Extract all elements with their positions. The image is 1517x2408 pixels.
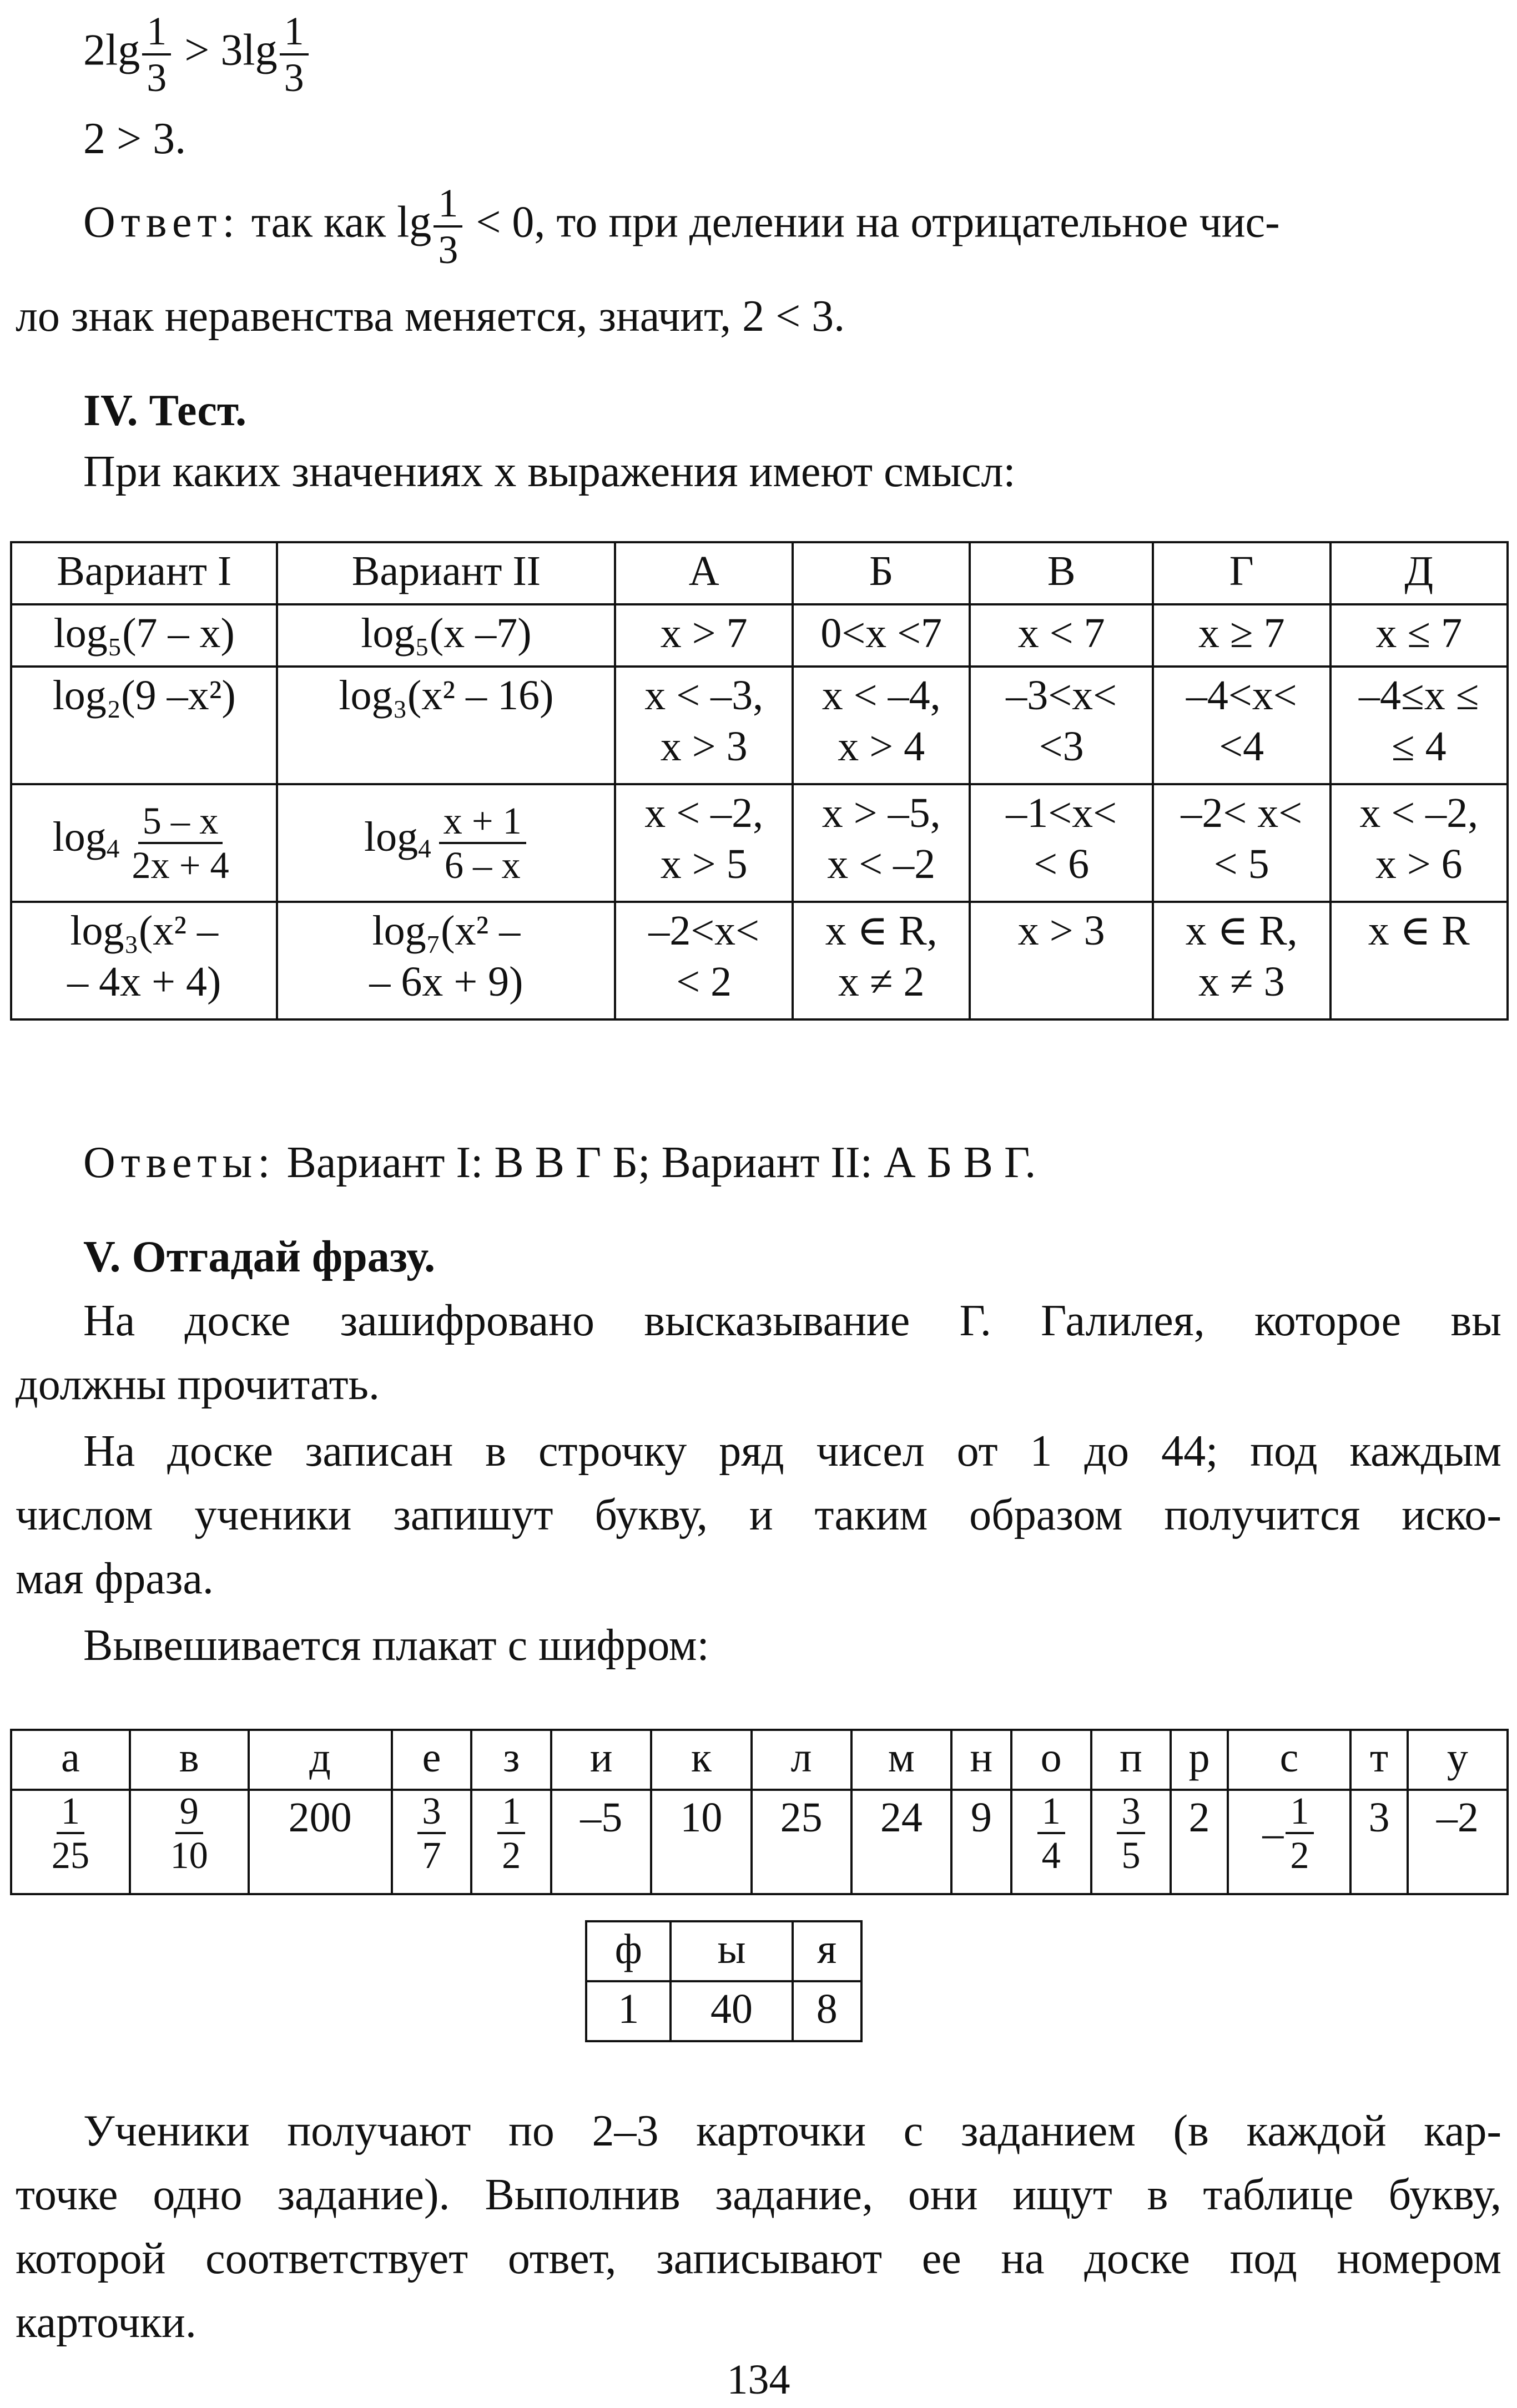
inequality-line-1	[83, 11, 311, 98]
header-cell: А	[615, 542, 793, 604]
paragraph-line: Ученики получают по 2–3 карточки с заданием (в каждой кар-	[83, 2107, 1501, 2155]
cipher-value: 3	[1350, 1790, 1407, 1894]
section-5-title: V. Отгадай фразу.	[83, 1233, 436, 1281]
ineq-right: 3lg	[220, 26, 278, 75]
fraction: $\frac{3}{5}$	[1117, 1792, 1145, 1875]
paragraph-line: которой соответствует ответ, записывают ее на доске под номером	[16, 2234, 1501, 2283]
option-cell: x ≥ 7	[1153, 604, 1330, 667]
cipher-value: 200	[249, 1790, 392, 1894]
table-row	[11, 784, 1508, 902]
variant-2-expression: log₅(x –7)	[277, 604, 615, 667]
cipher-letter: л	[752, 1730, 851, 1790]
table-row	[11, 902, 1508, 1019]
header-cell: Г	[1153, 542, 1330, 604]
cipher-letter: т	[1350, 1730, 1407, 1790]
cipher-value	[1091, 1790, 1171, 1894]
option-cell: –3<x< <3	[970, 667, 1153, 784]
fraction: $\frac{1}{4}$	[1037, 1792, 1065, 1875]
cipher-values-row	[11, 1790, 1508, 1894]
paragraph-line: должны прочитать.	[16, 1360, 380, 1409]
cipher-letter: а	[11, 1730, 130, 1790]
cipher-letter: н	[951, 1730, 1011, 1790]
cipher-letter: р	[1171, 1730, 1227, 1790]
cipher-value	[1011, 1790, 1091, 1894]
cipher-value: 1	[586, 1981, 671, 2041]
option-cell: x > 3	[970, 902, 1153, 1019]
cipher-value: –2	[1408, 1790, 1508, 1894]
option-cell: x < –2, x > 5	[615, 784, 793, 902]
paragraph-line: мая фраза.	[16, 1554, 214, 1603]
test-table-header	[11, 542, 1508, 604]
inequality-line-2: 2 > 3.	[83, 114, 187, 163]
extra-values-row	[586, 1981, 861, 2041]
cipher-letter: в	[130, 1730, 249, 1790]
variant-2-expression: $\log_4$ $\frac{x + 1}{6 - x}$	[277, 784, 615, 902]
ineq-left: 2lg	[83, 26, 140, 75]
table-row	[11, 667, 1508, 784]
answer-label: Ответ:	[83, 198, 240, 247]
cipher-letters-row	[11, 1730, 1508, 1790]
fraction: $\frac{1}{3}$	[434, 183, 462, 270]
test-table	[10, 541, 1509, 1021]
fraction: $\frac{1}{25}$	[51, 1790, 90, 1877]
paragraph-line: карточки.	[16, 2298, 196, 2347]
option-cell: x > 7	[615, 604, 793, 667]
answer-text-a: так как lg	[251, 198, 432, 247]
cipher-letter: и	[551, 1730, 651, 1790]
answer-text-b: < 0, то при делении на отрицательное чис-	[476, 198, 1280, 247]
cipher-letter: з	[471, 1730, 551, 1790]
cipher-value	[392, 1790, 472, 1894]
cipher-letter: м	[851, 1730, 951, 1790]
option-cell: 0<x <7	[793, 604, 970, 667]
fraction: $\frac{1}{2}$	[497, 1792, 525, 1875]
cipher-value	[130, 1790, 249, 1894]
fraction: $\frac{9}{10}$	[170, 1790, 208, 1877]
cipher-value: 8	[793, 1981, 861, 2041]
option-cell: –1<x< < 6	[970, 784, 1153, 902]
cipher-extra-table	[585, 1920, 863, 2042]
cipher-letter: д	[249, 1730, 392, 1790]
answers-label: Ответы:	[83, 1138, 276, 1187]
paragraph-line: точке одно задание). Выполнив задание, они ищут в таблице букву,	[16, 2170, 1501, 2219]
cipher-letter: я	[793, 1921, 861, 1981]
header-cell: В	[970, 542, 1153, 604]
paragraph-line: На доске зашифровано высказывание Г. Галилея, которое вы	[83, 1296, 1501, 1345]
header-cell: Б	[793, 542, 970, 604]
cipher-value	[1228, 1790, 1351, 1894]
cipher-value	[471, 1790, 551, 1894]
answers-line	[83, 1135, 1036, 1190]
paragraph-line: На доске записан в строчку ряд чисел от 1 до 44; под каждым	[83, 1427, 1501, 1476]
cipher-letter: е	[392, 1730, 472, 1790]
fraction: $\frac{3}{7}$	[417, 1792, 445, 1875]
paragraph-line: Вывешивается плакат с шифром:	[83, 1621, 709, 1670]
option-cell: x ∈ R, x ≠ 3	[1153, 902, 1330, 1019]
cipher-letter: п	[1091, 1730, 1171, 1790]
option-cell: x < –4, x > 4	[793, 667, 970, 784]
answer-line-2: ло знак неравенства меняется, значит, 2 < 3.	[16, 292, 845, 341]
fraction: $\frac{1}{3}$	[280, 11, 309, 98]
cipher-value: 9	[951, 1790, 1011, 1894]
cipher-letter: с	[1228, 1730, 1351, 1790]
cipher-letter: к	[651, 1730, 751, 1790]
cipher-value: 40	[671, 1981, 792, 2041]
option-cell: x < –3, x > 3	[615, 667, 793, 784]
page-number: 134	[727, 2356, 790, 2403]
option-cell: –4≤x ≤ ≤ 4	[1330, 667, 1508, 784]
variant-1-expression: log₃(x² – – 4x + 4)	[11, 902, 277, 1019]
answers-text: Вариант I: В В Г Б; Вариант II: А Б В Г.	[286, 1138, 1036, 1187]
cipher-letter: о	[1011, 1730, 1091, 1790]
cipher-value	[11, 1790, 130, 1894]
fraction: $\frac{1}{3}$	[142, 11, 171, 98]
gt-sign: >	[184, 26, 210, 75]
option-cell: x > –5, x < –2	[793, 784, 970, 902]
option-cell: x ∈ R	[1330, 902, 1508, 1019]
answer-line-1	[83, 183, 1280, 270]
option-cell: x ∈ R, x ≠ 2	[793, 902, 970, 1019]
option-cell: x ≤ 7	[1330, 604, 1508, 667]
cipher-value: 10	[651, 1790, 751, 1894]
option-cell: x < 7	[970, 604, 1153, 667]
variant-1-expression: $\log_4$ $\frac{5 - x}{2x + 4}$	[11, 784, 277, 902]
section-4-question: При каких значениях x выражения имеют смысл:	[83, 447, 1016, 496]
table-row	[11, 604, 1508, 667]
variant-1-expression: log₅(7 – x)	[11, 604, 277, 667]
fraction: $\frac{1}{2}$	[1286, 1792, 1313, 1875]
option-cell: –4<x< <4	[1153, 667, 1330, 784]
section-4-title: IV. Тест.	[83, 386, 247, 435]
variant-1-expression: log₂(9 –x²)	[11, 667, 277, 784]
cipher-letter: ф	[586, 1921, 671, 1981]
variant-2-expression: log₃(x² – 16)	[277, 667, 615, 784]
paragraph-line: числом ученики запишут букву, и таким образом получится иско-	[16, 1491, 1501, 1539]
cipher-value: 2	[1171, 1790, 1227, 1894]
cipher-value: –5	[551, 1790, 651, 1894]
option-cell: –2< x< < 5	[1153, 784, 1330, 902]
option-cell: x < –2, x > 6	[1330, 784, 1508, 902]
cipher-table	[10, 1729, 1509, 1895]
minus-sign: –	[1262, 1810, 1284, 1857]
extra-letters-row	[586, 1921, 861, 1981]
option-cell: –2<x< < 2	[615, 902, 793, 1019]
cipher-value: 25	[752, 1790, 851, 1894]
cipher-letter: у	[1408, 1730, 1508, 1790]
cipher-letter: ы	[671, 1921, 792, 1981]
variant-2-expression: log₇(x² – – 6x + 9)	[277, 902, 615, 1019]
header-cell: Д	[1330, 542, 1508, 604]
header-cell: Вариант I	[11, 542, 277, 604]
cipher-value: 24	[851, 1790, 951, 1894]
header-cell: Вариант II	[277, 542, 615, 604]
